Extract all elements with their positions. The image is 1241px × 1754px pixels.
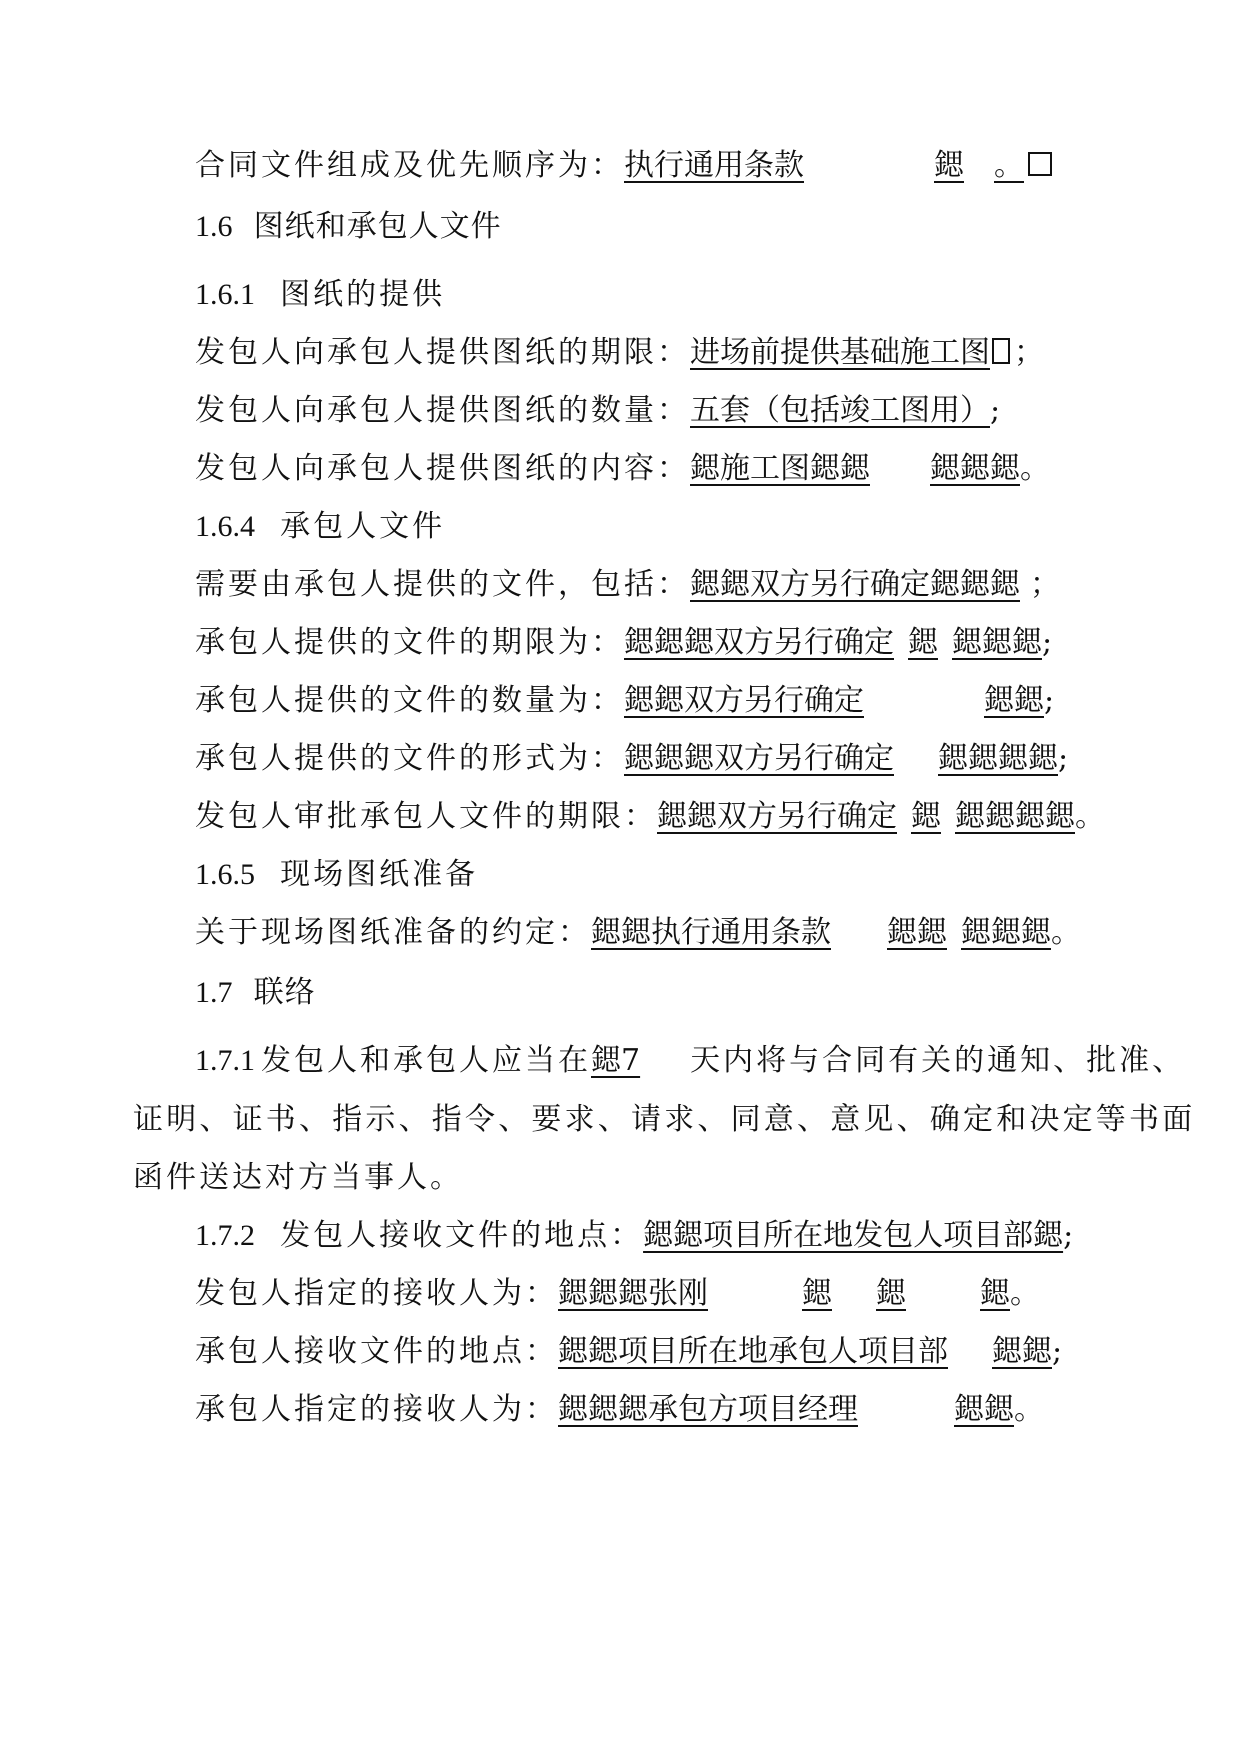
contractor-docs-quantity-line: 承包人提供的文件的数量为：鍶鍶双方另行确定 鍶鍶; [195,683,1058,718]
section-title: 承包人文件 [280,509,446,544]
contractor-recipient-value: 鍶鍶鍶承包方项目经理 鍶鍶 [558,1392,1014,1427]
contractor-address-line: 承包人接收文件的地点：鍶鍶项目所在地承包人项目部 鍶鍶; [195,1334,1066,1369]
contractor-docs-deadline-line: 承包人提供的文件的期限为：鍶鍶鍶双方另行确定 鍶 鍶鍶鍶; [195,625,1056,660]
employer-address-line: 1.7.2 发包人接收文件的地点：鍶鍶项目所在地发包人项目部鍶; [195,1218,1077,1253]
contractor-recipient-line: 承包人指定的接收人为：鍶鍶鍶承包方项目经理 鍶鍶。 [195,1392,1047,1427]
contract-docs-value: 执行通用条款 鍶 。 [624,148,1024,183]
contractor-docs-format-line: 承包人提供的文件的形式为：鍶鍶鍶双方另行确定 鍶鍶鍶鍶; [195,741,1072,776]
section-1-6-1-heading: 1.6.1 图纸的提供 [195,277,446,312]
checkbox-placeholder-icon [1028,152,1052,176]
approval-deadline-line: 发包人审批承包人文件的期限：鍶鍶双方另行确定 鍶 鍶鍶鍶鍶。 [195,799,1108,834]
section-title: 图纸的提供 [280,277,446,312]
drawing-content-value: 鍶施工图鍶鍶 鍶鍶鍶 [690,451,1020,486]
glyph-placeholder-icon [992,338,1010,364]
employer-address-value: 鍶鍶项目所在地发包人项目部鍶 [643,1218,1064,1253]
approval-deadline-value: 鍶鍶双方另行确定 鍶 鍶鍶鍶鍶 [657,799,1075,834]
contract-docs-label: 合同文件组成及优先顺序为： [195,148,624,183]
paragraph-1-7-1-line-3: 函件送达对方当事人。 [133,1160,463,1195]
paragraph-1-7-1-line-2: 证明、证书、指示、指令、要求、请求、同意、意见、确定和决定等书面 [133,1102,1196,1137]
contractor-address-value: 鍶鍶项目所在地承包人项目部 鍶鍶 [558,1334,1052,1369]
contract-docs-order-line [195,146,1052,186]
employer-recipient-line: 发包人指定的接收人为：鍶鍶鍶张刚 鍶 鍶 鍶。 [195,1276,1043,1311]
section-title: 现场图纸准备 [280,857,479,892]
employer-recipient-value: 鍶鍶鍶张刚 鍶 鍶 鍶 [558,1276,1010,1311]
notice-days-value: 鍶7 [591,1043,641,1078]
drawing-quantity-line: 发包人向承包人提供图纸的数量：五套（包括竣工图用）; [195,393,1004,428]
section-1-7-heading: 1.7 联络 [195,975,316,1010]
contractor-docs-quantity-value: 鍶鍶双方另行确定 鍶鍶 [624,683,1044,718]
drawing-quantity-value: 五套（包括竣工图用） [690,393,990,428]
drawing-deadline-line: 发包人向承包人提供图纸的期限：进场前提供基础施工图 ； [195,335,1047,370]
contractor-docs-line: 需要由承包人提供的文件，包括：鍶鍶双方另行确定鍶鍶鍶 ； [195,567,1063,602]
site-drawing-agreement-line: 关于现场图纸准备的约定：鍶鍶执行通用条款 鍶鍶 鍶鍶鍶。 [195,915,1084,950]
section-title: 联络 [253,975,316,1010]
section-1-6-4-heading: 1.6.4 承包人文件 [195,509,446,544]
site-drawing-agreement-value: 鍶鍶执行通用条款 鍶鍶 鍶鍶鍶 [591,915,1051,950]
contractor-docs-format-value: 鍶鍶鍶双方另行确定 鍶鍶鍶鍶 [624,741,1058,776]
section-title: 图纸和承包人文件 [253,209,502,244]
contractor-docs-value: 鍶鍶双方另行确定鍶鍶鍶 [690,567,1020,602]
section-1-6-5-heading: 1.6.5 现场图纸准备 [195,857,479,892]
section-1-6-heading: 1.6 图纸和承包人文件 [195,209,502,244]
drawing-content-line: 发包人向承包人提供图纸的内容：鍶施工图鍶鍶 鍶鍶鍶。 [195,451,1053,486]
drawing-deadline-value: 进场前提供基础施工图 [690,335,1014,370]
paragraph-1-7-1-line-1: 1.7.1 发包人和承包人应当在鍶7 天内将与合同有关的通知、批准、 [195,1043,1186,1078]
contractor-docs-deadline-value: 鍶鍶鍶双方另行确定 鍶 鍶鍶鍶 [624,625,1042,660]
